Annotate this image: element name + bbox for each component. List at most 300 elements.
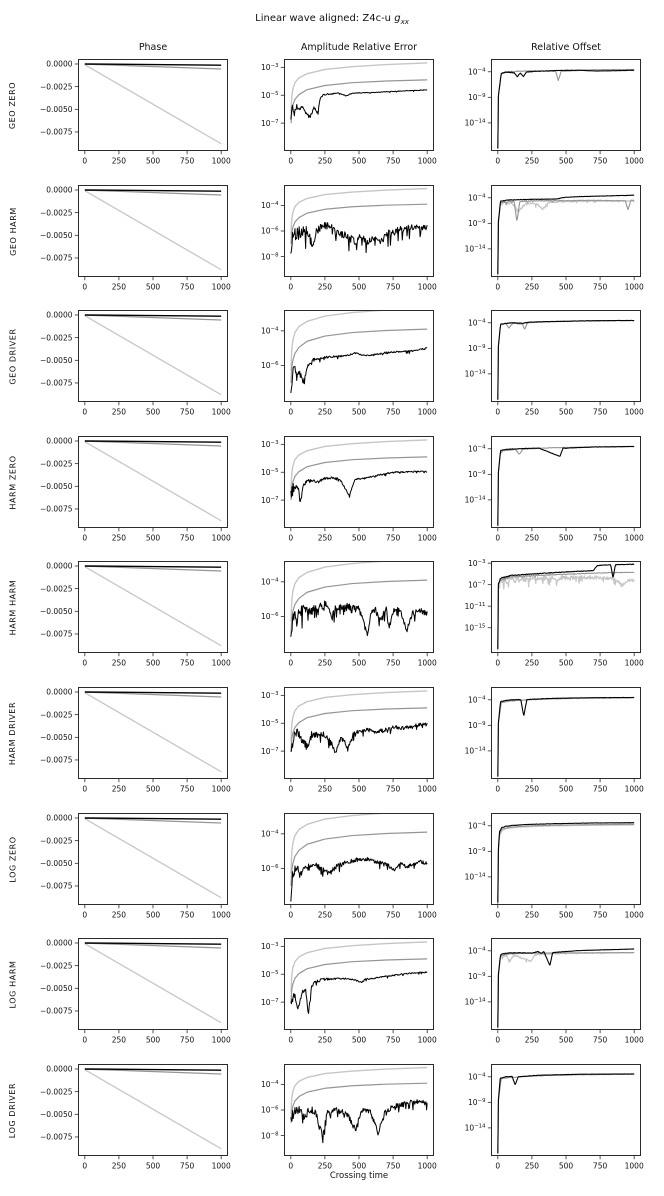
x-tick-label: 0 <box>495 533 501 543</box>
subplot-geo-harm-relative-offset <box>464 185 644 292</box>
y-tick-label: −0.0050 <box>39 482 73 492</box>
y-tick-label: $10^{-4}$ <box>261 201 279 211</box>
x-tick-label: 250 <box>111 282 127 292</box>
series-line-light <box>85 442 221 521</box>
x-tick-label: 500 <box>145 533 161 543</box>
y-tick-label: −0.0025 <box>39 333 73 343</box>
x-tick-label: 250 <box>524 282 540 292</box>
y-tick-label: $10^{-5}$ <box>261 969 279 979</box>
y-tick-label: $10^{-9}$ <box>468 1098 486 1108</box>
x-tick-label: 500 <box>351 282 367 292</box>
y-tick-label: 0.0000 <box>46 59 73 69</box>
x-tick-label: 0 <box>495 1035 501 1045</box>
subplot-geo-zero-relative-offset <box>464 59 644 166</box>
x-tick-label: 1000 <box>211 910 231 920</box>
series-line-light <box>85 567 221 646</box>
x-tick-label: 500 <box>558 658 574 668</box>
series-line-mid <box>498 1074 634 1153</box>
series-line-mid <box>291 580 427 634</box>
y-tick-label: $10^{-8}$ <box>261 252 279 262</box>
x-tick-label: 750 <box>385 282 401 292</box>
series-line-light <box>85 191 221 270</box>
x-tick-label: 750 <box>592 1035 608 1045</box>
subplot-geo-driver-relative-offset <box>464 310 644 417</box>
row-label-text: LOG DRIVER <box>8 1082 18 1138</box>
x-tick-label: 1000 <box>624 533 644 543</box>
y-tick-label: $10^{-9}$ <box>468 470 486 480</box>
x-tick-label: 500 <box>558 533 574 543</box>
y-tick-label: −0.0075 <box>39 755 73 765</box>
x-tick-label: 500 <box>351 407 367 417</box>
y-tick-label: −0.0025 <box>39 836 73 846</box>
series-group <box>291 559 427 637</box>
y-tick-label: 0.0000 <box>46 436 73 446</box>
series-group <box>498 69 634 148</box>
x-tick-label: 750 <box>385 1161 401 1171</box>
row-label-text: GEO HARM <box>8 206 18 256</box>
row-label-log-harm <box>2 938 24 1030</box>
series-line-mid <box>498 952 634 1027</box>
x-tick-label: 1000 <box>211 1161 231 1171</box>
x-tick-label: 0 <box>82 1035 88 1045</box>
series-line-dark <box>498 697 634 776</box>
row-label-text: LOG HARM <box>8 960 18 1008</box>
series-line-dark <box>498 823 634 903</box>
x-tick-label: 0 <box>495 784 501 794</box>
subplot-harm-zero-amplitude-relative-error <box>261 436 437 543</box>
x-tick-label: 500 <box>558 910 574 920</box>
series-group <box>291 63 427 123</box>
y-tick-label: $10^{-4}$ <box>261 577 279 587</box>
x-tick-label: 500 <box>145 658 161 668</box>
y-tick-label: $10^{-4}$ <box>468 695 486 705</box>
x-tick-label: 750 <box>179 1035 195 1045</box>
y-tick-label: $10^{-8}$ <box>261 1131 279 1141</box>
y-tick-label: $10^{-3}$ <box>261 63 279 73</box>
y-tick-label: 0.0000 <box>46 310 73 320</box>
x-tick-label: 750 <box>592 407 608 417</box>
x-tick-label: 250 <box>317 784 333 794</box>
y-tick-label: $10^{-4}$ <box>468 67 486 77</box>
x-tick-label: 250 <box>111 533 127 543</box>
x-tick-label: 250 <box>317 910 333 920</box>
x-tick-label: 1000 <box>624 156 644 166</box>
y-tick-label: −0.0075 <box>39 629 73 639</box>
y-tick-label: 0.0000 <box>46 938 73 948</box>
series-line-mid <box>498 824 634 905</box>
x-tick-label: 500 <box>351 658 367 668</box>
x-tick-label: 1000 <box>211 533 231 543</box>
subplot-harm-harm-phase <box>39 561 231 668</box>
y-tick-label: $10^{-9}$ <box>468 972 486 982</box>
series-line-dark <box>291 972 427 1014</box>
x-tick-label: 250 <box>524 784 540 794</box>
series-line-light <box>498 576 634 652</box>
y-tick-label: $10^{-14}$ <box>464 369 486 379</box>
row-label-geo-driver <box>2 310 24 402</box>
x-tick-label: 500 <box>558 407 574 417</box>
x-tick-label: 750 <box>385 910 401 920</box>
row-label-text: GEO DRIVER <box>8 327 18 385</box>
x-tick-label: 500 <box>145 1161 161 1171</box>
row-label-geo-zero <box>2 59 24 151</box>
x-tick-label: 1000 <box>211 784 231 794</box>
x-tick-label: 1000 <box>624 282 644 292</box>
x-axis-label: Crossing time <box>329 1171 389 1181</box>
series-group <box>498 1074 634 1154</box>
x-tick-label: 1000 <box>624 658 644 668</box>
x-tick-label: 250 <box>524 533 540 543</box>
y-tick-label: $10^{-4}$ <box>468 318 486 328</box>
x-tick-label: 750 <box>385 407 401 417</box>
x-tick-label: 500 <box>145 407 161 417</box>
y-tick-label: $10^{-4}$ <box>468 193 486 203</box>
y-tick-label: 0.0000 <box>46 813 73 823</box>
y-tick-label: 0.0000 <box>46 561 73 571</box>
y-tick-label: −0.0025 <box>39 82 73 92</box>
x-tick-label: 750 <box>179 1161 195 1171</box>
x-tick-label: 500 <box>351 910 367 920</box>
x-tick-label: 750 <box>385 156 401 166</box>
x-tick-label: 0 <box>288 1161 294 1171</box>
x-tick-label: 250 <box>317 1035 333 1045</box>
y-tick-label: $10^{-5}$ <box>261 90 279 100</box>
y-tick-label: −0.0075 <box>39 378 73 388</box>
row-label-harm-zero <box>2 436 24 528</box>
y-tick-label: −0.0075 <box>39 881 73 891</box>
row-label-text: LOG ZERO <box>8 835 18 883</box>
y-tick-label: $10^{-14}$ <box>464 495 486 505</box>
x-tick-label: 250 <box>111 784 127 794</box>
x-tick-label: 500 <box>145 910 161 920</box>
x-tick-label: 500 <box>558 1161 574 1171</box>
x-tick-label: 750 <box>179 784 195 794</box>
x-tick-label: 250 <box>317 1161 333 1171</box>
x-tick-label: 250 <box>317 282 333 292</box>
series-group <box>85 566 221 646</box>
x-tick-label: 500 <box>558 784 574 794</box>
series-line-mid <box>291 329 427 383</box>
x-tick-label: 500 <box>558 156 574 166</box>
x-tick-label: 0 <box>495 156 501 166</box>
x-tick-label: 1000 <box>417 1161 437 1171</box>
y-tick-label: −0.0075 <box>39 1132 73 1142</box>
series-line-dark <box>498 320 634 399</box>
x-tick-label: 1000 <box>211 282 231 292</box>
y-tick-label: −0.0050 <box>39 231 73 241</box>
figure-title-text: Linear wave aligned: Z4c-u <box>255 13 395 24</box>
x-tick-label: 0 <box>82 533 88 543</box>
x-tick-label: 1000 <box>624 1035 644 1045</box>
x-tick-label: 0 <box>288 407 294 417</box>
series-line-light <box>498 953 634 1032</box>
y-tick-label: $10^{-14}$ <box>464 1123 486 1133</box>
x-tick-label: 0 <box>495 658 501 668</box>
series-group <box>85 64 221 144</box>
x-tick-label: 500 <box>351 1035 367 1045</box>
y-tick-label: $10^{-9}$ <box>468 93 486 103</box>
x-tick-label: 0 <box>288 910 294 920</box>
y-tick-label: −0.0075 <box>39 127 73 137</box>
x-tick-label: 0 <box>288 282 294 292</box>
y-tick-label: $10^{-3}$ <box>261 691 279 701</box>
x-tick-label: 500 <box>351 533 367 543</box>
x-tick-label: 500 <box>145 282 161 292</box>
column-title-relative-offset: Relative Offset <box>531 42 601 53</box>
subplot-log-zero-amplitude-relative-error <box>261 813 437 920</box>
subplot-harm-harm-relative-offset <box>464 558 644 668</box>
y-tick-label: $10^{-7}$ <box>261 997 279 1007</box>
series-line-light <box>85 819 221 898</box>
series-line-dark <box>291 723 427 753</box>
series-group <box>498 320 634 399</box>
x-tick-label: 1000 <box>417 407 437 417</box>
y-tick-label: $10^{-7}$ <box>261 118 279 128</box>
figure-title <box>0 13 664 27</box>
x-tick-label: 250 <box>111 1161 127 1171</box>
series-group <box>85 441 221 521</box>
subplot-geo-zero-phase <box>39 59 231 166</box>
series-line-light <box>291 308 427 371</box>
x-tick-label: 0 <box>82 407 88 417</box>
y-tick-label: $10^{-7}$ <box>261 495 279 505</box>
series-line-mid <box>291 708 427 751</box>
x-tick-label: 500 <box>351 784 367 794</box>
series-group <box>85 315 221 395</box>
series-group <box>291 308 427 393</box>
subplot-geo-zero-amplitude-relative-error <box>261 59 437 166</box>
x-tick-label: 750 <box>179 658 195 668</box>
y-tick-label: −0.0050 <box>39 984 73 994</box>
series-line-mid <box>498 69 634 148</box>
y-tick-label: −0.0050 <box>39 1110 73 1120</box>
x-tick-label: 750 <box>592 658 608 668</box>
x-tick-label: 0 <box>288 156 294 166</box>
series-group <box>291 811 427 902</box>
y-tick-label: $10^{-7}$ <box>261 746 279 756</box>
x-tick-label: 0 <box>288 533 294 543</box>
subplot-harm-zero-phase <box>39 436 231 543</box>
series-group <box>498 446 634 525</box>
y-tick-label: $10^{-4}$ <box>261 829 279 839</box>
subplot-log-harm-relative-offset <box>464 938 644 1045</box>
y-tick-label: $10^{-3}$ <box>261 440 279 450</box>
series-line-dark <box>498 195 634 274</box>
y-tick-label: $10^{-4}$ <box>468 821 486 831</box>
x-tick-label: 750 <box>592 533 608 543</box>
series-group <box>291 1068 427 1143</box>
x-tick-label: 250 <box>524 1035 540 1045</box>
y-tick-label: $10^{-9}$ <box>468 344 486 354</box>
x-tick-label: 250 <box>524 156 540 166</box>
y-tick-label: $10^{-4}$ <box>468 1072 486 1082</box>
subplot-geo-harm-amplitude-relative-error <box>261 185 437 292</box>
row-label-text: GEO ZERO <box>8 81 18 129</box>
series-group <box>291 691 427 753</box>
series-group <box>498 195 634 278</box>
y-tick-label: $10^{-11}$ <box>464 601 486 611</box>
y-tick-label: $10^{-3}$ <box>468 558 486 568</box>
y-tick-label: −0.0050 <box>39 859 73 869</box>
y-tick-label: −0.0025 <box>39 459 73 469</box>
series-line-mid <box>291 959 427 1002</box>
series-line-dark <box>498 1074 634 1154</box>
series-line-light <box>85 944 221 1023</box>
y-tick-label: −0.0075 <box>39 253 73 263</box>
x-tick-label: 500 <box>351 1161 367 1171</box>
y-tick-label: $10^{-6}$ <box>261 612 279 622</box>
series-line-dark <box>291 1100 427 1143</box>
subplot-geo-driver-amplitude-relative-error <box>261 310 437 417</box>
series-group <box>85 692 221 772</box>
x-tick-label: 1000 <box>624 784 644 794</box>
x-tick-label: 750 <box>179 156 195 166</box>
x-tick-label: 250 <box>111 658 127 668</box>
subplot-log-driver-phase <box>39 1064 231 1171</box>
series-line-dark <box>498 446 634 525</box>
y-tick-label: −0.0025 <box>39 1087 73 1097</box>
x-tick-label: 0 <box>82 1161 88 1171</box>
x-tick-label: 250 <box>317 658 333 668</box>
series-group <box>291 942 427 1014</box>
x-tick-label: 0 <box>288 658 294 668</box>
y-tick-label: $10^{-6}$ <box>261 1105 279 1115</box>
x-tick-label: 250 <box>524 407 540 417</box>
y-tick-label: −0.0050 <box>39 105 73 115</box>
series-line-dark <box>291 601 427 637</box>
x-tick-label: 250 <box>524 910 540 920</box>
x-tick-label: 250 <box>317 407 333 417</box>
x-tick-label: 250 <box>524 658 540 668</box>
subplot-geo-driver-phase <box>39 310 231 417</box>
y-tick-label: 0.0000 <box>46 687 73 697</box>
series-line-dark <box>291 348 427 393</box>
y-tick-label: $10^{-4}$ <box>261 1080 279 1090</box>
row-label-log-zero <box>2 813 24 905</box>
x-tick-label: 750 <box>385 784 401 794</box>
y-tick-label: $10^{-14}$ <box>464 746 486 756</box>
x-tick-label: 250 <box>111 1035 127 1045</box>
x-tick-label: 750 <box>385 658 401 668</box>
subplot-geo-harm-phase <box>39 185 231 292</box>
subplot-harm-harm-amplitude-relative-error <box>261 561 437 668</box>
subplot-harm-driver-amplitude-relative-error <box>261 687 437 794</box>
y-tick-label: $10^{-14}$ <box>464 118 486 128</box>
subplot-harm-driver-phase <box>39 687 231 794</box>
x-tick-label: 1000 <box>211 156 231 166</box>
series-line-dark <box>498 70 634 148</box>
x-tick-label: 500 <box>558 1035 574 1045</box>
series-line-light <box>85 693 221 772</box>
subplot-log-zero-phase <box>39 813 231 920</box>
figure-title-subscript: xx <box>400 18 409 26</box>
y-tick-label: $10^{-5}$ <box>261 467 279 477</box>
y-tick-label: −0.0025 <box>39 710 73 720</box>
subplot-log-driver-amplitude-relative-error <box>261 1064 437 1171</box>
y-tick-label: −0.0025 <box>39 208 73 218</box>
y-tick-label: $10^{-4}$ <box>468 946 486 956</box>
x-tick-label: 0 <box>82 156 88 166</box>
x-tick-label: 0 <box>82 910 88 920</box>
subplot-harm-zero-relative-offset <box>464 436 644 543</box>
x-tick-label: 750 <box>179 533 195 543</box>
subplot-log-harm-phase <box>39 938 231 1045</box>
y-tick-label: −0.0050 <box>39 356 73 366</box>
series-line-light <box>291 811 427 874</box>
y-tick-label: −0.0050 <box>39 733 73 743</box>
x-tick-label: 750 <box>385 533 401 543</box>
series-line-dark <box>291 90 427 120</box>
y-tick-label: 0.0000 <box>46 185 73 195</box>
x-tick-label: 1000 <box>211 407 231 417</box>
x-tick-label: 250 <box>111 156 127 166</box>
series-group <box>498 697 634 776</box>
series-line-mid <box>291 80 427 123</box>
subplot-harm-driver-relative-offset <box>464 687 644 794</box>
x-tick-label: 1000 <box>211 658 231 668</box>
x-tick-label: 0 <box>288 784 294 794</box>
x-tick-label: 1000 <box>417 533 437 543</box>
subplot-log-driver-relative-offset <box>464 1064 644 1171</box>
x-tick-label: 0 <box>495 1161 501 1171</box>
row-label-geo-harm <box>2 185 24 277</box>
x-tick-label: 1000 <box>624 407 644 417</box>
x-tick-label: 750 <box>592 156 608 166</box>
y-tick-label: −0.0025 <box>39 961 73 971</box>
series-line-dark <box>291 471 427 502</box>
y-tick-label: $10^{-4}$ <box>261 326 279 336</box>
row-label-harm-harm <box>2 561 24 653</box>
x-tick-label: 750 <box>592 784 608 794</box>
series-group <box>85 943 221 1023</box>
y-tick-label: $10^{-6}$ <box>261 361 279 371</box>
series-line-dark <box>291 222 427 253</box>
series-group <box>498 823 634 908</box>
series-line-light <box>498 825 634 908</box>
series-line-mid <box>498 200 634 274</box>
series-group <box>85 818 221 898</box>
x-tick-label: 0 <box>288 1035 294 1045</box>
x-tick-label: 0 <box>82 658 88 668</box>
x-tick-label: 750 <box>179 282 195 292</box>
series-line-mid <box>498 446 634 525</box>
x-tick-label: 0 <box>495 407 501 417</box>
x-tick-label: 250 <box>317 156 333 166</box>
row-label-text: HARM ZERO <box>8 454 18 510</box>
x-tick-label: 0 <box>82 784 88 794</box>
x-tick-label: 1000 <box>624 1161 644 1171</box>
x-tick-label: 500 <box>145 156 161 166</box>
y-tick-label: $10^{-14}$ <box>464 244 486 254</box>
x-tick-label: 750 <box>385 1035 401 1045</box>
x-tick-label: 750 <box>179 910 195 920</box>
x-tick-label: 750 <box>592 910 608 920</box>
x-tick-label: 500 <box>558 282 574 292</box>
series-line-light <box>85 65 221 144</box>
x-tick-label: 1000 <box>211 1035 231 1045</box>
figure-title-variable: g <box>394 13 401 24</box>
y-tick-label: −0.0025 <box>39 584 73 594</box>
row-label-text: HARM DRIVER <box>8 701 18 765</box>
x-tick-label: 1000 <box>624 910 644 920</box>
x-tick-label: 0 <box>495 282 501 292</box>
x-tick-label: 500 <box>145 1035 161 1045</box>
series-group <box>85 1069 221 1149</box>
y-tick-label: −0.0050 <box>39 607 73 617</box>
x-tick-label: 1000 <box>417 910 437 920</box>
series-line-mid <box>498 320 634 399</box>
y-tick-label: −0.0075 <box>39 1006 73 1016</box>
